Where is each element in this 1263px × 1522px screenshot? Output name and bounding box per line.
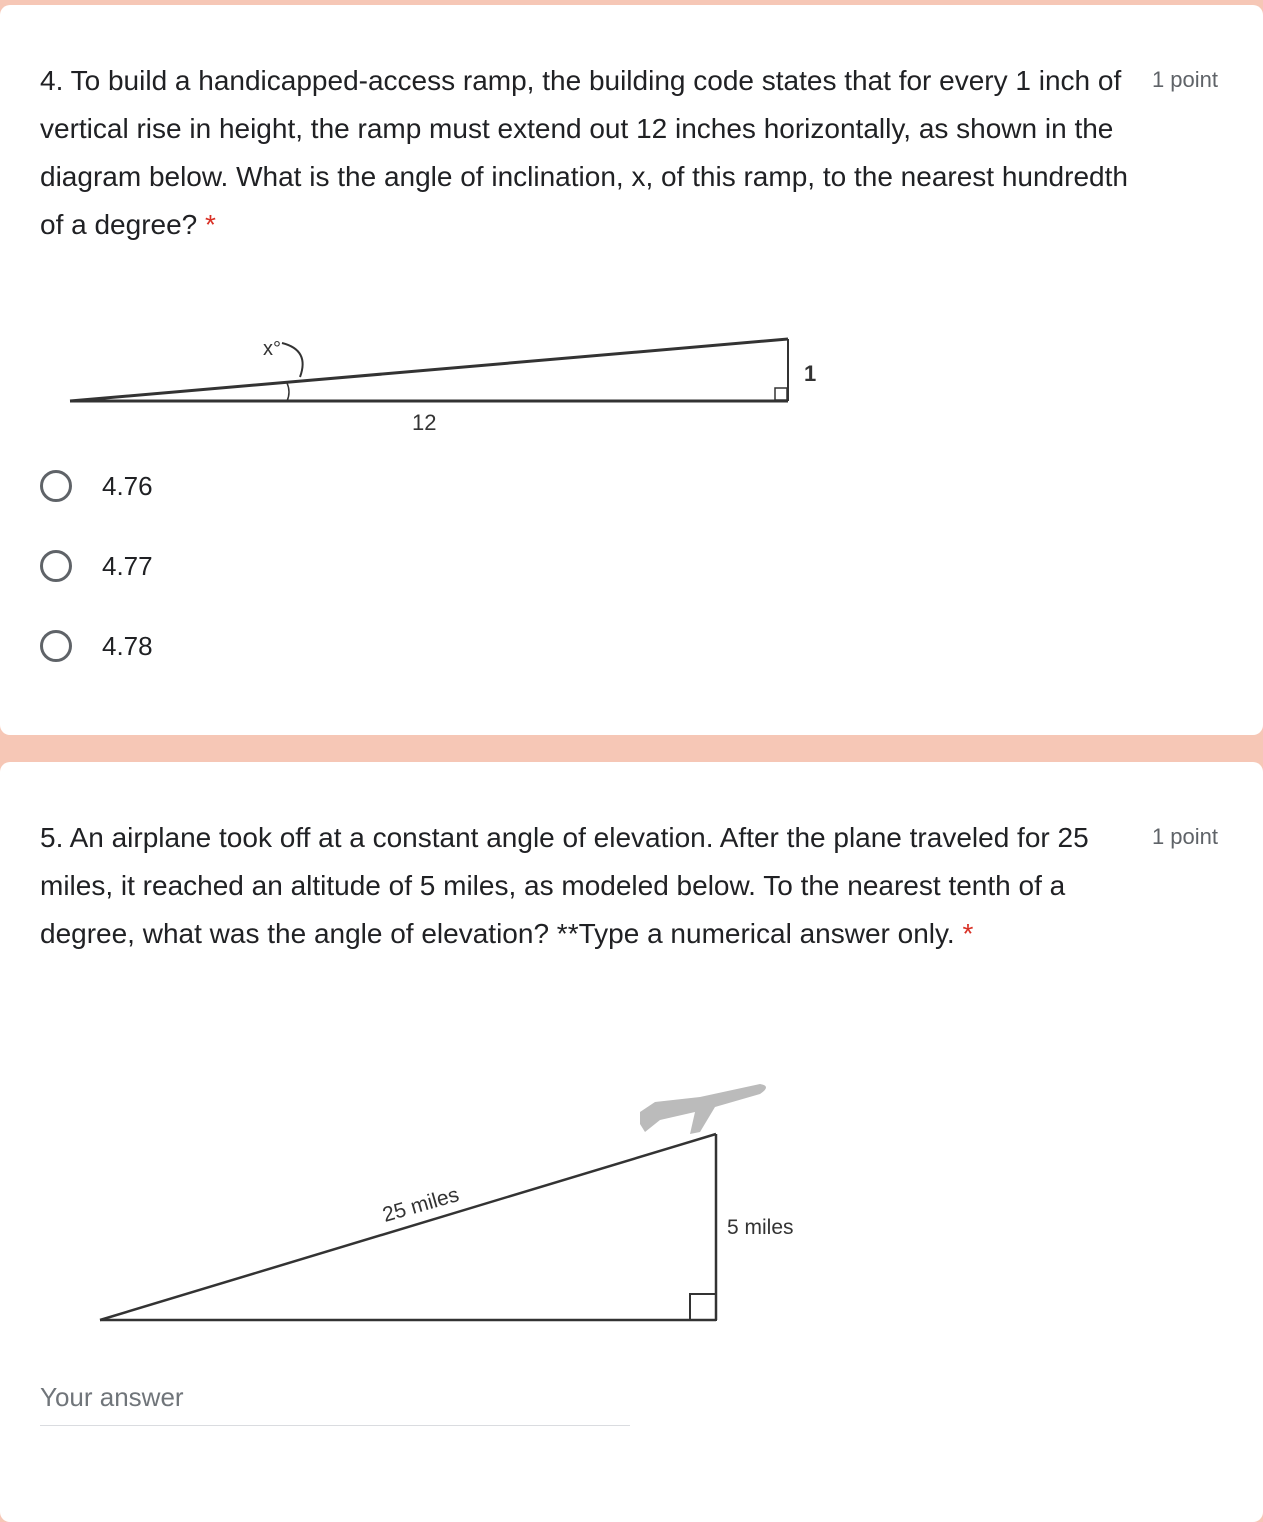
- question-text: 4. To build a handicapped-access ramp, the building code states that for every 1 inch of vertical rise in height, the ramp must extend out 12 inches horizontally, as shown in the diagram below. What is the angle of inclination, x, of this ramp, to the nearest hundredth of a degree? *: [40, 65, 1128, 240]
- question-card-5: [0, 762, 1263, 1522]
- airplane-diagram: [0, 1062, 850, 1342]
- radio-button[interactable]: [40, 630, 72, 662]
- ramp-diagram: [0, 315, 850, 445]
- points-label: 1 point: [1151, 824, 1218, 849]
- option-4-76[interactable]: 4.76: [40, 466, 153, 506]
- radio-button[interactable]: [40, 470, 72, 502]
- option-4-78[interactable]: 4.78: [40, 626, 153, 666]
- question-text: 5. An airplane took off at a constant angle of elevation. After the plane traveled for 25 miles, it reached an altitude of 5 miles, as modeled below. To the nearest tenth of a degree, what was the angle of elevation? **Type a numerical answer only. *: [40, 822, 1089, 949]
- question-card-4: [0, 5, 1263, 735]
- required-asterisk: *: [962, 918, 974, 949]
- height-label: 1: [804, 361, 817, 386]
- hypotenuse-label: 25 miles: [380, 1183, 462, 1227]
- option-4-77[interactable]: 4.77: [40, 546, 153, 586]
- angle-label: x°: [263, 338, 281, 360]
- base-label: 12: [412, 410, 437, 435]
- required-asterisk: *: [205, 209, 216, 240]
- points-label: 1 point: [1151, 67, 1218, 92]
- radio-button[interactable]: [40, 550, 72, 582]
- answer-input[interactable]: Your answer: [40, 1382, 630, 1426]
- height-label: 5 miles: [727, 1216, 794, 1239]
- airplane-icon: [640, 1084, 766, 1134]
